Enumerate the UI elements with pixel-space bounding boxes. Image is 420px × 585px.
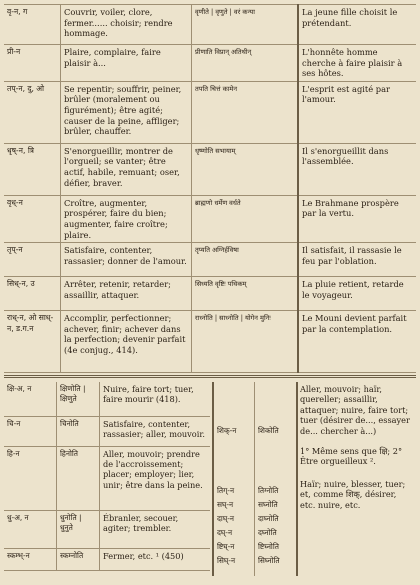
meaning-cell: S'enorgueillir, montrer de l'orgueil; se vanter; être actif, habile, remuant; oser, défier, braver. xyxy=(61,143,192,195)
root-cell: प्री-न xyxy=(4,45,61,82)
form-text: तिग्नोति xyxy=(258,486,279,495)
list-item xyxy=(214,556,296,568)
table-row xyxy=(4,446,210,510)
root-text: दघ्-न xyxy=(217,528,233,537)
table-row xyxy=(4,5,416,45)
lower-right-notes xyxy=(298,382,416,512)
root-cell: राध्-न, ओ साध्-न, ड.ग.न xyxy=(4,311,61,373)
table-row xyxy=(4,311,416,373)
root-cell: स्कम्भ्-न xyxy=(4,548,57,570)
translation-cell: Il satisfait, il rassasie le feu par l'oblation. xyxy=(298,243,416,277)
table-row xyxy=(4,81,416,143)
example-cell: तपति चित्तं कामेन xyxy=(192,81,299,143)
root-text: सिघ्-न xyxy=(217,556,236,565)
table-row xyxy=(4,143,416,195)
meaning-cell: Aller, mouvoir; prendre de l'accroissement; placer; employer; lier, unir; être dans la peine. xyxy=(100,446,211,510)
example-cell: वृणीते | वृणुते | वरं कन्या xyxy=(192,5,299,45)
root-cell: धृष्-न, त्रि xyxy=(4,143,61,195)
upper-table xyxy=(4,4,416,373)
meaning-cell: Plaire, complaire, faire plaisir à... xyxy=(61,45,192,82)
table-row xyxy=(4,416,210,446)
root-cell: वृध्-न xyxy=(4,195,61,242)
example-cell: राध्नोति | साध्नोति | योगेन मुनिः xyxy=(192,311,299,373)
meaning-cell: Ébranler, secouer, agiter; trembler. xyxy=(100,510,211,548)
note-paragraph: 1° Même sens que क्षि; 2° Être orgueilleux ². xyxy=(300,446,403,467)
table-row xyxy=(4,548,210,570)
translation-cell: La pluie retient, retarde le voyageur. xyxy=(298,277,416,311)
meaning-cell: Se repentir; souffrir, peiner, brûler (moralement ou figurément); être agité; causer de la peine, affliger; brûler, chauffer. xyxy=(61,81,192,143)
note-paragraph: Haïr; nuire, blesser, tuer; et, comme शिक्, désirer, etc. nuire, etc. xyxy=(300,478,406,510)
meaning-cell: Accomplir, perfectionner; achever, finir; achever dans la perfection; devenir parfait (4e conjug., 414). xyxy=(61,311,192,373)
translation-cell: L'honnête homme cherche à faire plaisir à ses hôtes. xyxy=(298,45,416,82)
form-text: सिघ्नोति xyxy=(258,556,280,565)
meaning-cell: Fermer, etc. ¹ (450) xyxy=(100,548,211,570)
form-text: सघ्नोति xyxy=(258,500,278,509)
form-text: ष्टिघ्नोति xyxy=(258,542,279,551)
root-text: दाघ्-न xyxy=(217,514,234,523)
example-cell: सिध्यति वृष्टिः पथिकम् xyxy=(192,277,299,311)
lower-left-table xyxy=(4,382,210,571)
note-paragraph: Aller, mouvoir; haïr, quereller; assaillir, attaquer; nuire, faire tort; tuer (désirer de..., essayer de... chercher à...) xyxy=(300,384,410,436)
list-item xyxy=(214,528,296,540)
root-cell: चि-न xyxy=(4,416,57,446)
root-cell: धु-अ, न xyxy=(4,510,57,548)
table-row xyxy=(4,382,210,416)
form-cell: धुनोति | धुनुते xyxy=(57,510,100,548)
form-cell: हिनोति xyxy=(57,446,100,510)
root-text: शिक्-न xyxy=(217,426,237,435)
root-cell: तप्-न, दु, ओ xyxy=(4,81,61,143)
root-cell: तृप्-न xyxy=(4,243,61,277)
translation-cell: Le Mouni devient parfait par la contemplation. xyxy=(298,311,416,373)
translation-cell: La jeune fille choisit le prétendant. xyxy=(298,5,416,45)
root-cell: सिध्-न, उ xyxy=(4,277,61,311)
list-item xyxy=(214,486,296,498)
section-divider xyxy=(4,375,416,378)
lower-middle-list xyxy=(212,382,298,576)
example-cell: प्रीणाति विप्रान् अतिथीन् xyxy=(192,45,299,82)
list-item xyxy=(214,542,296,554)
form-text: दघ्नोति xyxy=(258,528,277,537)
root-cell: वृ-न, ग xyxy=(4,5,61,45)
meaning-cell: Satisfaire, contenter, rassasier; donner de l'amour. xyxy=(61,243,192,277)
root-cell: क्षि-अ, न xyxy=(4,382,57,416)
root-text: सघ्-न xyxy=(217,500,234,509)
form-text: दाघ्नोति xyxy=(258,514,279,523)
meaning-cell: Nuire, faire tort; tuer, faire mourir (418). xyxy=(100,382,211,416)
translation-cell: Il s'enorgueillit dans l'assemblée. xyxy=(298,143,416,195)
table-row xyxy=(4,45,416,82)
form-cell: चिनोति xyxy=(57,416,100,446)
root-cell: हि-न xyxy=(4,446,57,510)
example-cell: तृप्यति अग्निर्हविषा xyxy=(192,243,299,277)
form-cell: क्षिणोति | क्षिणुते xyxy=(57,382,100,416)
table-row xyxy=(4,510,210,548)
list-item xyxy=(214,514,296,526)
root-text: ष्टिघ्-न xyxy=(217,542,235,551)
meaning-cell: Croître, augmenter, prospérer, faire du bien; augmenter, faire croître; plaire. xyxy=(61,195,192,242)
translation-cell: Le Brahmane prospère par la vertu. xyxy=(298,195,416,242)
meaning-cell: Arrêter, retenir, retarder; assaillir, attaquer. xyxy=(61,277,192,311)
list-item xyxy=(214,426,296,438)
form-text: शिकोति xyxy=(258,426,279,435)
meaning-cell: Satisfaire, contenter, rassasier; aller, mouvoir. xyxy=(100,416,211,446)
root-text: तिग्-न xyxy=(217,486,235,495)
example-cell: ब्राह्मणो धर्मेण वर्धते xyxy=(192,195,299,242)
translation-cell: L'esprit est agité par l'amour. xyxy=(298,81,416,143)
table-row xyxy=(4,277,416,311)
meaning-cell: Couvrir, voiler, clore, fermer...... choisir; rendre hommage. xyxy=(61,5,192,45)
form-cell: स्कम्नोति xyxy=(57,548,100,570)
table-row xyxy=(4,243,416,277)
example-cell: धृष्णोति सभायाम् xyxy=(192,143,299,195)
table-row xyxy=(4,195,416,242)
list-item xyxy=(214,500,296,512)
